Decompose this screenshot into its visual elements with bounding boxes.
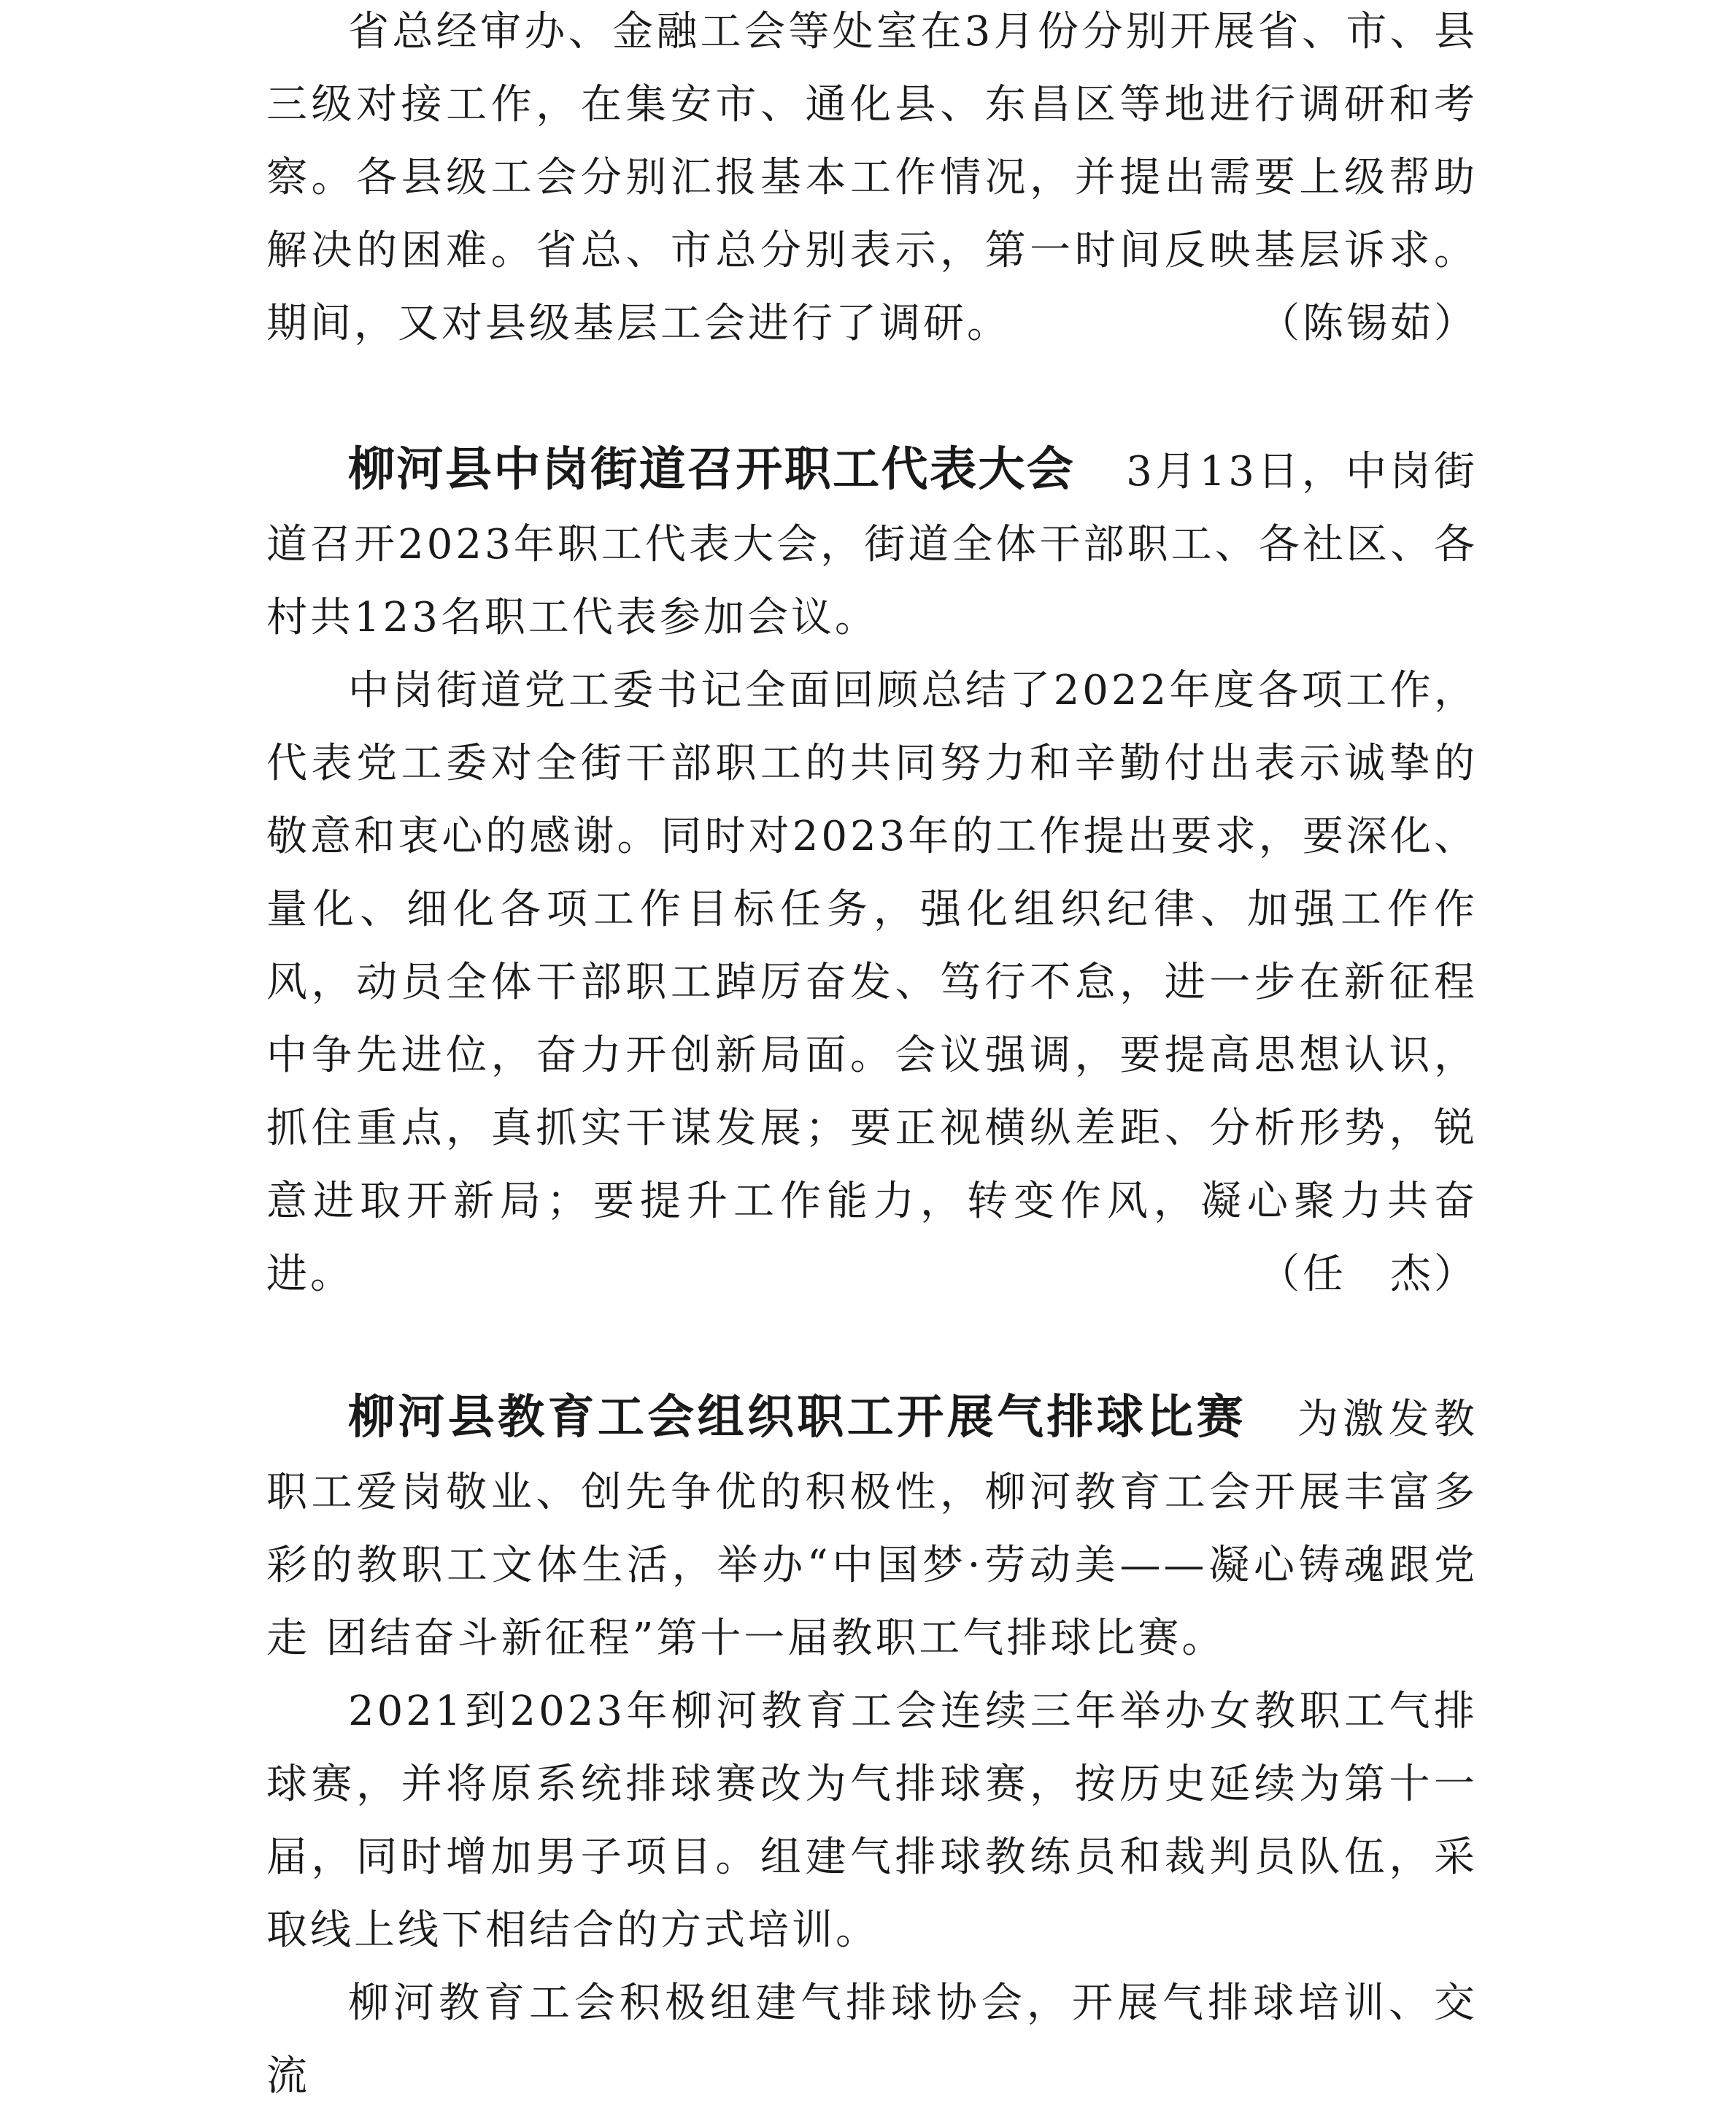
article-paragraph: 柳河教育工会积极组建气排球协会，开展气排球培训、交流 bbox=[266, 1979, 1478, 2100]
lead-text: 为激发教职工爱岗敬业、创先争优的积极性，柳河教育工会开展丰富多彩的教职工文体生活，举办“中国梦·劳动美——凝心铸魂跟党走 团结奋斗新征程”第十一届教职工气排球比赛。 bbox=[266, 1396, 1478, 1662]
section-gap bbox=[266, 360, 1478, 433]
article-paragraph bbox=[266, 0, 1478, 360]
paragraph-text: 中岗街道党工委书记全面回顾总结了2022年度各项工作，代表党工委对全街干部职工的共同努力和辛勤付出表示诚挚的敬意和衷心的感谢。同时对2023年的工作提出要求，要深化、量化、细化各项工作目标任务，强化组织纪律、加强工作作风，动员全体干部职工踔厉奋发、笃行不怠，进一步在新征程中争先进位，奋力开创新局面。会议强调，要提高思想认识，抓住重点，真抓实干谋发展；要正视横纵差距、分析形势，锐意进取开新局；要提升工作能力，转变作风，凝心聚力共奋进。 bbox=[266, 667, 1478, 1298]
paragraph-text: 省总经审办、金融工会等处室在3月份分别开展省、市、县三级对接工作，在集安市、通化县、东昌区等地进行调研和考察。各县级工会分别汇报基本工作情况，并提出需要上级帮助解决的困难。省总、市总分别表示，第一时间反映基层诉求。期间，又对县级基层工会进行了调研。 bbox=[266, 8, 1478, 347]
author-byline: （任 杰） bbox=[1259, 1251, 1478, 1298]
article-paragraph bbox=[266, 654, 1478, 1311]
article-headline: 柳河县教育工会组织职工开展气排球比赛 bbox=[348, 1391, 1246, 1445]
article-paragraph: 2021到2023年柳河教育工会连续三年举办女教职工气排球赛，并将原系统排球赛改为气排球赛，按历史延续为第十一届，同时增加男子项目。组建气排球教练员和裁判员队伍，采取线上线下相结合的方式培训。 bbox=[266, 1688, 1478, 1954]
article-volleyball-match bbox=[266, 1381, 1478, 2113]
author-byline: （陈锡茹） bbox=[1259, 300, 1478, 347]
article-union-visits bbox=[266, 0, 1478, 360]
article-lead-paragraph bbox=[266, 1381, 1478, 1675]
article-headline: 柳河县中岗街道召开职工代表大会 bbox=[348, 443, 1076, 497]
lead-text: 3月13日，中岗街道召开2023年职工代表大会，街道全体干部职工、各社区、各村共123名职工代表参加会议。 bbox=[266, 448, 1478, 641]
article-workers-congress bbox=[266, 433, 1478, 1311]
article-lead-paragraph bbox=[266, 433, 1478, 654]
section-gap bbox=[266, 1311, 1478, 1381]
document-page bbox=[266, 0, 1478, 2113]
